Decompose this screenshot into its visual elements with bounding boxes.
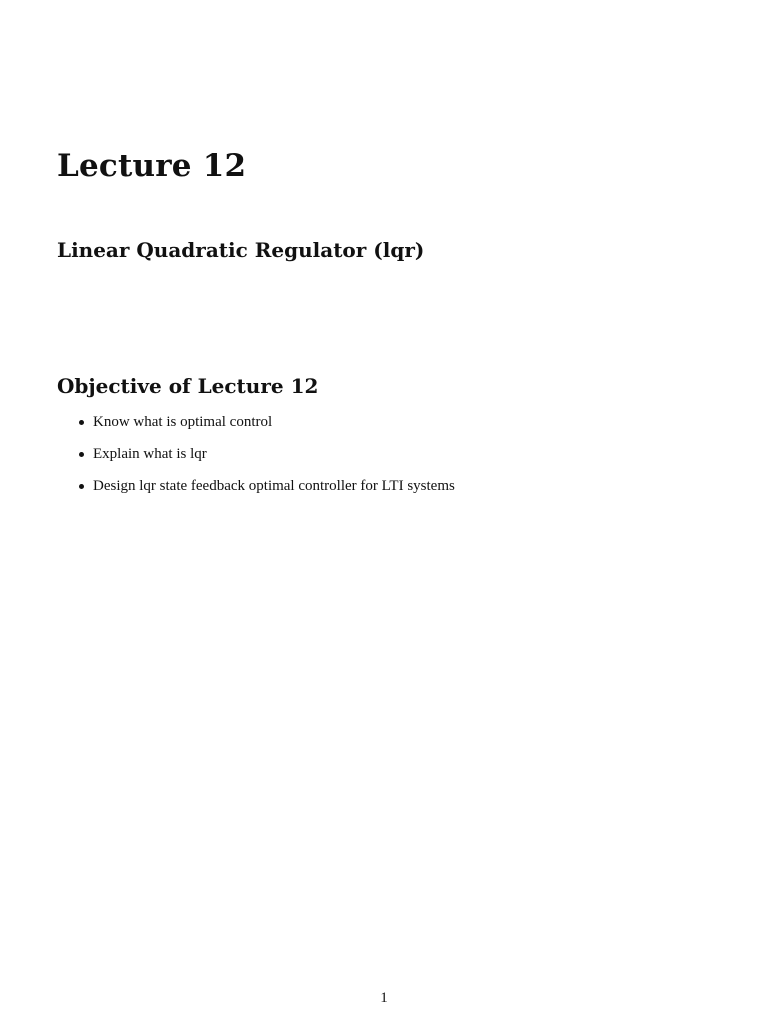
objective-heading: Objective of Lecture 12 [57,374,319,398]
list-item-text: Know what is optimal control [93,414,273,430]
bullet-icon [79,484,84,489]
page-number: 1 [380,990,388,1006]
list-item-text: Design lqr state feedback optimal controller for LTI systems [93,478,455,494]
lecture-title: Lecture 12 [57,148,247,184]
lecture-subtitle: Linear Quadratic Regulator (lqr) [57,238,425,262]
list-item-text: Explain what is lqr [93,446,207,462]
bullet-icon [79,452,84,457]
bullet-icon [79,420,84,425]
